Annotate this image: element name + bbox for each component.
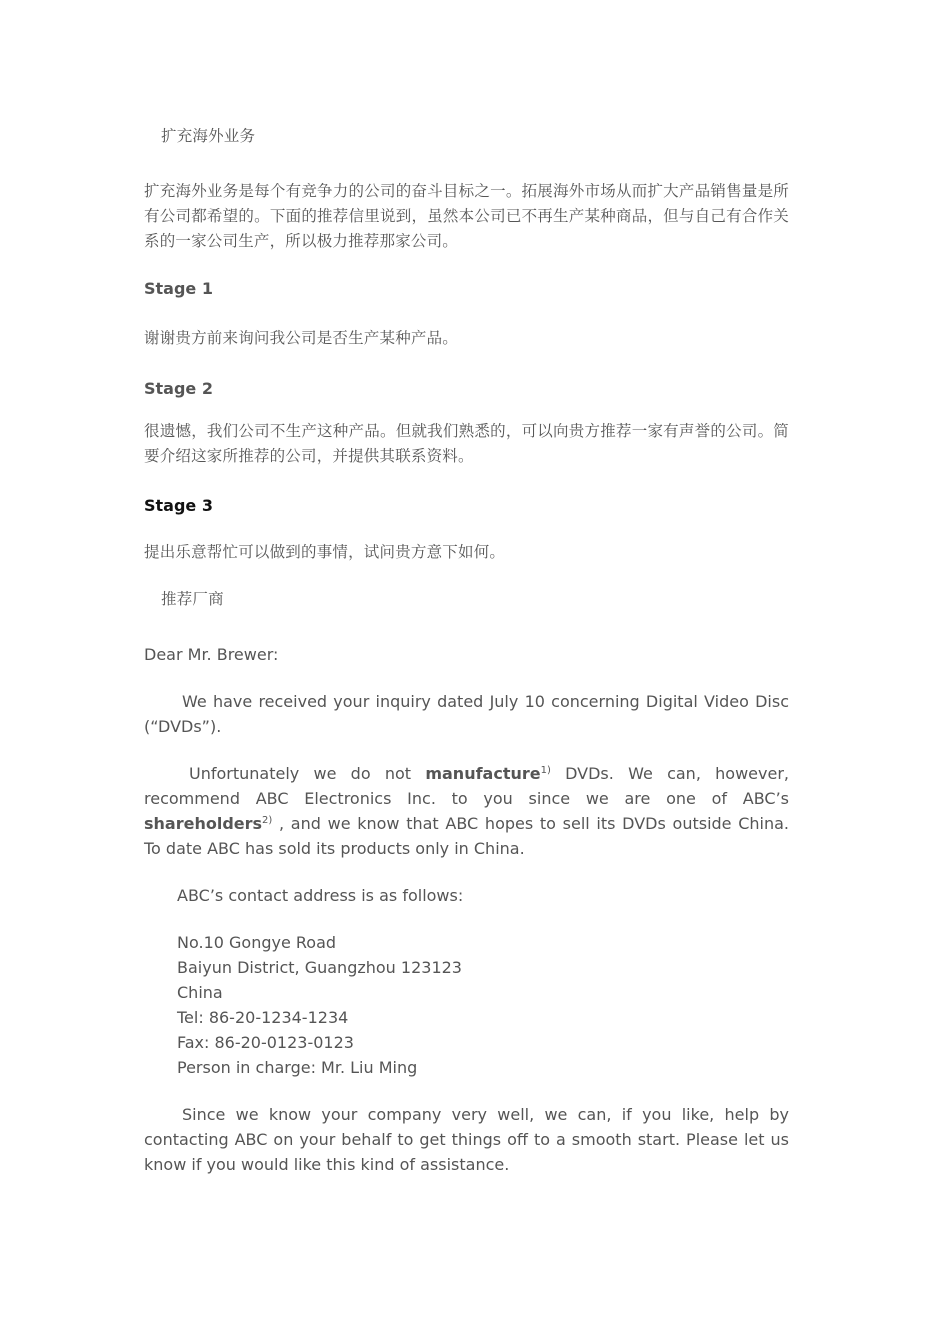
stage-2-text: 很遗憾，我们公司不生产这种产品。但就我们熟悉的，可以向贵方推荐一家有声誉的公司。简要介绍这家所推荐的公司，并提供其联系资料。 [144,422,789,465]
section-heading: 扩充海外业务 [161,127,256,145]
letter-salutation: Dear Mr. Brewer: [144,645,279,664]
address-line: China [177,983,223,1002]
address-contact-person: Person in charge: Mr. Liu Ming [177,1058,418,1077]
address-line: Baiyun District, Guangzhou 123123 [177,958,462,977]
stage-2-label: Stage 2 [144,379,213,398]
contact-address [144,930,822,1080]
address-line: No.10 Gongye Road [177,933,337,952]
term-shareholders: shareholders [144,814,263,833]
sample-letter-title: 推荐厂商 [161,590,224,608]
letter-paragraph-1: We have received your inquiry dated July 10 concerning Digital Video Disc (“DVDs”). [144,692,789,736]
address-tel: Tel: 86-20-1234-1234 [177,1008,349,1027]
term-manufacture: manufacture [425,764,541,783]
footnote-ref-2: 2) [262,815,273,826]
letter-paragraph-2 [144,761,789,861]
letter-paragraph-4: Since we know your company very well, we can, if you like, help by contacting ABC on your behalf to get things off to a smooth start. Please let us know if you would like this kind of assistance. [144,1105,789,1174]
intro-paragraph: 扩充海外业务是每个有竞争力的公司的奋斗目标之一。拓展海外市场从而扩大产品销售量是所有公司都希望的。下面的推荐信里说到，虽然本公司已不再生产某种商品，但与自己有合作关系的一家公司生产，所以极力推荐那家公司。 [144,182,789,250]
stage-1-label: Stage 1 [144,279,213,298]
stage-3-label: Stage 3 [144,496,213,515]
stage-1-text: 谢谢贵方前来询问我公司是否生产某种产品。 [144,329,459,347]
paragraph-2-text-c: , and we know that ABC hopes to sell its DVDs outside China. To date ABC has sold its products only in China. [144,814,789,858]
footnote-ref-1: 1) [540,765,551,776]
paragraph-2-text-b: DVDs. We can, however, recommend ABC Electronics Inc. to you since we are one of ABC’s [144,764,789,808]
stage-3-text: 提出乐意帮忙可以做到的事情，试问贵方意下如何。 [144,543,506,561]
letter-paragraph-3: ABC’s contact address is as follows: [177,886,464,905]
address-fax: Fax: 86-20-0123-0123 [177,1033,354,1052]
paragraph-2-text-a: Unfortunately we do not [189,764,426,783]
